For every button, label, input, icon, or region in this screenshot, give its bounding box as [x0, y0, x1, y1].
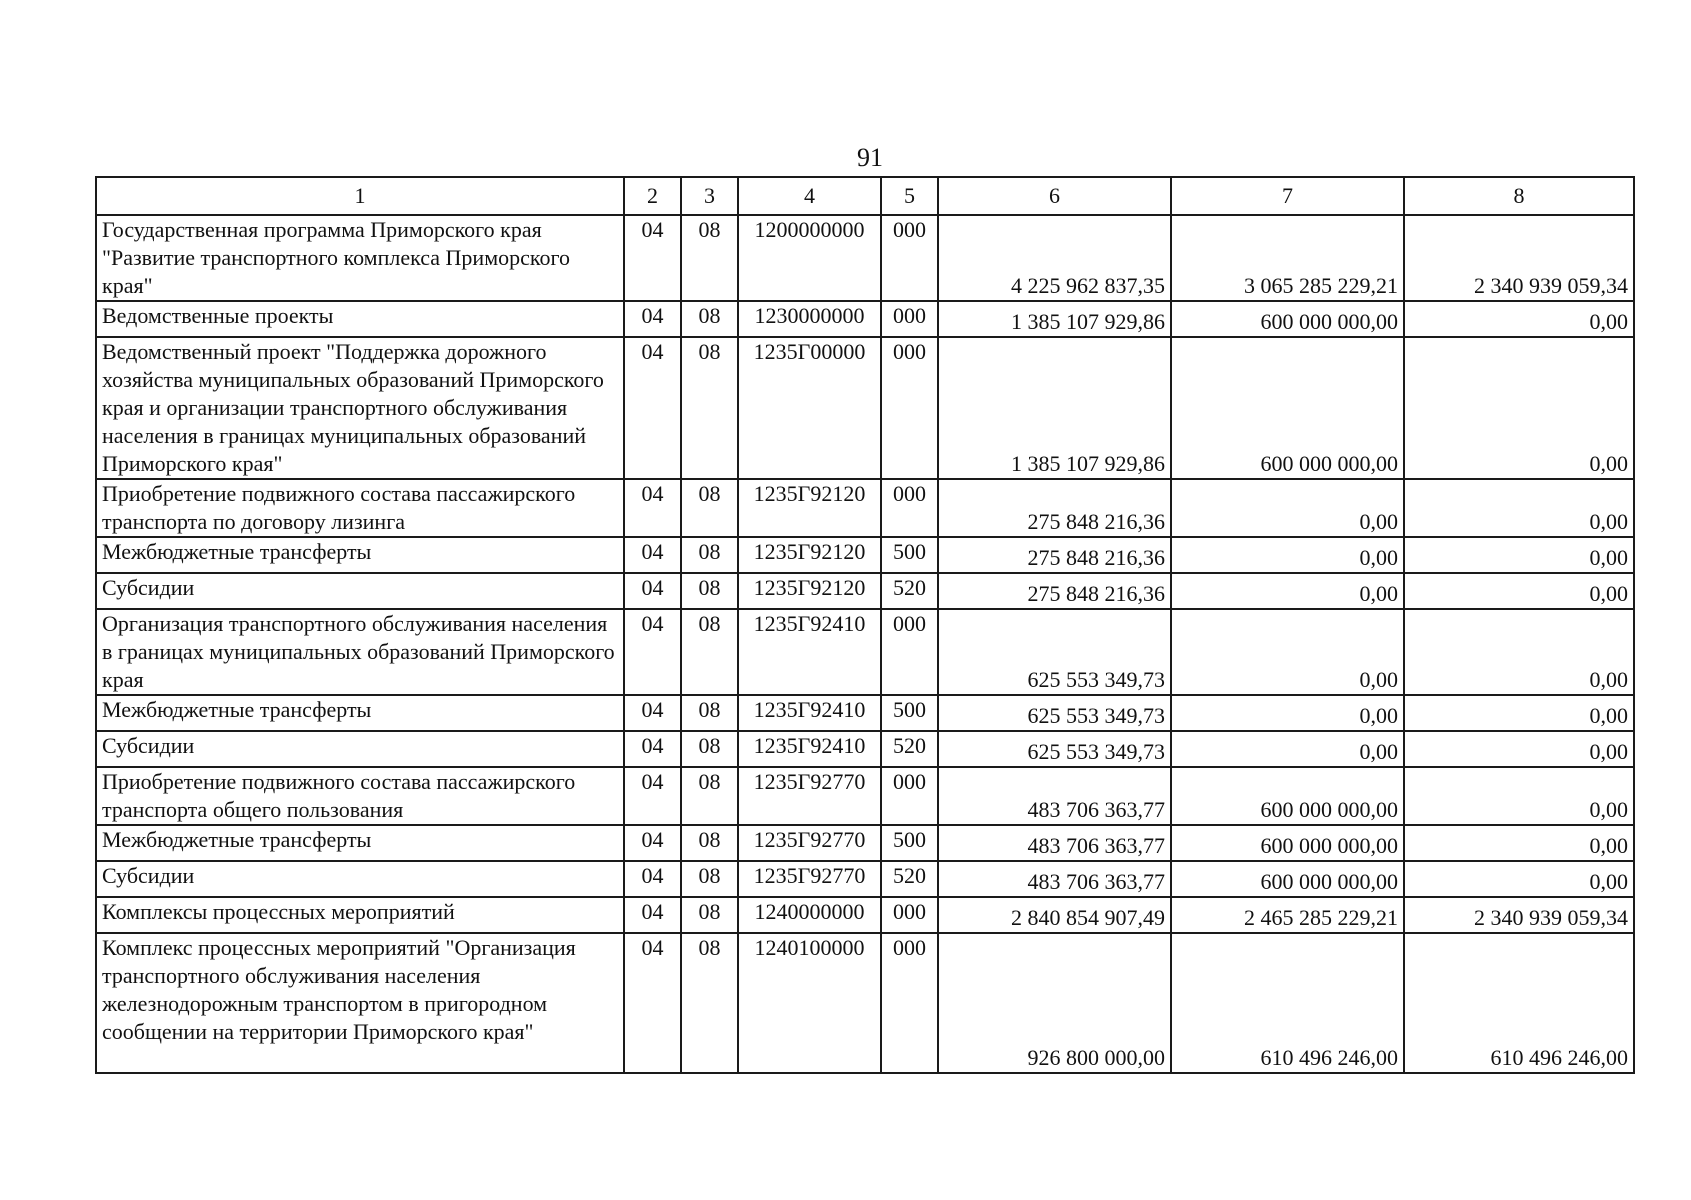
row-name: Межбюджетные трансферты — [96, 695, 624, 731]
section-code: 04 — [624, 731, 681, 767]
amount-col-6: 483 706 363,77 — [938, 825, 1171, 861]
amount-col-7: 2 465 285 229,21 — [1171, 897, 1404, 933]
table-row — [96, 933, 1634, 1073]
table-row — [96, 731, 1634, 767]
target-article-code: 1235Г92410 — [738, 609, 881, 695]
expense-type-code: 520 — [881, 731, 938, 767]
column-number-row — [96, 177, 1634, 215]
amount-col-8: 0,00 — [1404, 861, 1634, 897]
row-name: Государственная программа Приморского края "Развитие транспортного комплекса Приморского края" — [96, 215, 624, 301]
table-row — [96, 767, 1634, 825]
table-row — [96, 337, 1634, 479]
amount-col-8: 0,00 — [1404, 301, 1634, 337]
target-article-code: 1200000000 — [738, 215, 881, 301]
subsection-code: 08 — [681, 695, 738, 731]
amount-col-6: 1 385 107 929,86 — [938, 337, 1171, 479]
amount-col-7: 0,00 — [1171, 609, 1404, 695]
amount-col-6: 275 848 216,36 — [938, 573, 1171, 609]
row-name: Субсидии — [96, 731, 624, 767]
amount-col-7: 600 000 000,00 — [1171, 337, 1404, 479]
table-row — [96, 301, 1634, 337]
subsection-code: 08 — [681, 767, 738, 825]
amount-col-6: 625 553 349,73 — [938, 731, 1171, 767]
column-number-2: 2 — [624, 177, 681, 215]
amount-col-6: 2 840 854 907,49 — [938, 897, 1171, 933]
row-name: Субсидии — [96, 861, 624, 897]
target-article-code: 1235Г92770 — [738, 825, 881, 861]
column-number-7: 7 — [1171, 177, 1404, 215]
section-code: 04 — [624, 301, 681, 337]
expense-type-code: 000 — [881, 609, 938, 695]
expense-type-code: 000 — [881, 479, 938, 537]
amount-col-6: 1 385 107 929,86 — [938, 301, 1171, 337]
section-code: 04 — [624, 573, 681, 609]
amount-col-8: 0,00 — [1404, 337, 1634, 479]
page-number: 91 — [857, 143, 883, 172]
expense-type-code: 000 — [881, 337, 938, 479]
expense-type-code: 500 — [881, 825, 938, 861]
section-code: 04 — [624, 861, 681, 897]
amount-col-6: 483 706 363,77 — [938, 767, 1171, 825]
row-name: Приобретение подвижного состава пассажирского транспорта общего пользования — [96, 767, 624, 825]
amount-col-7: 0,00 — [1171, 695, 1404, 731]
target-article-code: 1235Г92770 — [738, 767, 881, 825]
amount-col-8: 2 340 939 059,34 — [1404, 897, 1634, 933]
amount-col-7: 3 065 285 229,21 — [1171, 215, 1404, 301]
amount-col-6: 625 553 349,73 — [938, 609, 1171, 695]
row-name: Ведомственный проект "Поддержка дорожного хозяйства муниципальных образований Приморского края и организации транспортного обслуживания населения в границах муниципальных образований Приморского края" — [96, 337, 624, 479]
row-name: Субсидии — [96, 573, 624, 609]
target-article-code: 1235Г92120 — [738, 479, 881, 537]
table-row — [96, 479, 1634, 537]
row-name: Комплекс процессных мероприятий "Организация транспортного обслуживания населения железнодорожным транспортом в пригородном сообщении на территории Приморского края" — [96, 933, 624, 1073]
expense-type-code: 000 — [881, 933, 938, 1073]
row-name: Комплексы процессных мероприятий — [96, 897, 624, 933]
column-number-5: 5 — [881, 177, 938, 215]
amount-col-8: 0,00 — [1404, 609, 1634, 695]
table-row — [96, 897, 1634, 933]
amount-col-6: 625 553 349,73 — [938, 695, 1171, 731]
section-code: 04 — [624, 933, 681, 1073]
subsection-code: 08 — [681, 573, 738, 609]
target-article-code: 1235Г92770 — [738, 861, 881, 897]
table-row — [96, 537, 1634, 573]
expense-type-code: 520 — [881, 861, 938, 897]
amount-col-8: 2 340 939 059,34 — [1404, 215, 1634, 301]
section-code: 04 — [624, 825, 681, 861]
amount-col-6: 483 706 363,77 — [938, 861, 1171, 897]
column-number-6: 6 — [938, 177, 1171, 215]
amount-col-6: 275 848 216,36 — [938, 537, 1171, 573]
subsection-code: 08 — [681, 861, 738, 897]
row-name: Ведомственные проекты — [96, 301, 624, 337]
amount-col-7: 0,00 — [1171, 537, 1404, 573]
subsection-code: 08 — [681, 731, 738, 767]
table-row — [96, 861, 1634, 897]
target-article-code: 1230000000 — [738, 301, 881, 337]
amount-col-6: 4 225 962 837,35 — [938, 215, 1171, 301]
row-name: Приобретение подвижного состава пассажирского транспорта по договору лизинга — [96, 479, 624, 537]
section-code: 04 — [624, 695, 681, 731]
expense-type-code: 500 — [881, 537, 938, 573]
table-row — [96, 695, 1634, 731]
target-article-code: 1235Г00000 — [738, 337, 881, 479]
amount-col-8: 0,00 — [1404, 537, 1634, 573]
amount-col-7: 600 000 000,00 — [1171, 767, 1404, 825]
subsection-code: 08 — [681, 609, 738, 695]
section-code: 04 — [624, 897, 681, 933]
subsection-code: 08 — [681, 897, 738, 933]
target-article-code: 1235Г92120 — [738, 573, 881, 609]
amount-col-6: 275 848 216,36 — [938, 479, 1171, 537]
expense-type-code: 000 — [881, 897, 938, 933]
section-code: 04 — [624, 537, 681, 573]
section-code: 04 — [624, 767, 681, 825]
column-number-8: 8 — [1404, 177, 1634, 215]
subsection-code: 08 — [681, 537, 738, 573]
target-article-code: 1235Г92410 — [738, 731, 881, 767]
amount-col-7: 600 000 000,00 — [1171, 861, 1404, 897]
table-row — [96, 215, 1634, 301]
column-number-3: 3 — [681, 177, 738, 215]
expense-type-code: 000 — [881, 301, 938, 337]
amount-col-7: 0,00 — [1171, 573, 1404, 609]
amount-col-7: 0,00 — [1171, 479, 1404, 537]
amount-col-6: 926 800 000,00 — [938, 933, 1171, 1073]
subsection-code: 08 — [681, 933, 738, 1073]
budget-table — [95, 176, 1635, 1074]
subsection-code: 08 — [681, 479, 738, 537]
target-article-code: 1240000000 — [738, 897, 881, 933]
amount-col-7: 610 496 246,00 — [1171, 933, 1404, 1073]
table-row — [96, 573, 1634, 609]
amount-col-8: 0,00 — [1404, 695, 1634, 731]
amount-col-7: 0,00 — [1171, 731, 1404, 767]
section-code: 04 — [624, 609, 681, 695]
target-article-code: 1240100000 — [738, 933, 881, 1073]
expense-type-code: 000 — [881, 767, 938, 825]
row-name: Межбюджетные трансферты — [96, 825, 624, 861]
expense-type-code: 500 — [881, 695, 938, 731]
expense-type-code: 520 — [881, 573, 938, 609]
expense-type-code: 000 — [881, 215, 938, 301]
column-number-4: 4 — [738, 177, 881, 215]
subsection-code: 08 — [681, 337, 738, 479]
amount-col-8: 0,00 — [1404, 731, 1634, 767]
row-name: Организация транспортного обслуживания населения в границах муниципальных образований Приморского края — [96, 609, 624, 695]
table-row — [96, 609, 1634, 695]
section-code: 04 — [624, 215, 681, 301]
section-code: 04 — [624, 337, 681, 479]
subsection-code: 08 — [681, 215, 738, 301]
target-article-code: 1235Г92410 — [738, 695, 881, 731]
subsection-code: 08 — [681, 301, 738, 337]
target-article-code: 1235Г92120 — [738, 537, 881, 573]
amount-col-8: 0,00 — [1404, 573, 1634, 609]
amount-col-8: 0,00 — [1404, 479, 1634, 537]
amount-col-8: 0,00 — [1404, 767, 1634, 825]
section-code: 04 — [624, 479, 681, 537]
amount-col-7: 600 000 000,00 — [1171, 825, 1404, 861]
subsection-code: 08 — [681, 825, 738, 861]
amount-col-8: 0,00 — [1404, 825, 1634, 861]
amount-col-7: 600 000 000,00 — [1171, 301, 1404, 337]
table-row — [96, 825, 1634, 861]
column-number-1: 1 — [96, 177, 624, 215]
row-name: Межбюджетные трансферты — [96, 537, 624, 573]
amount-col-8: 610 496 246,00 — [1404, 933, 1634, 1073]
